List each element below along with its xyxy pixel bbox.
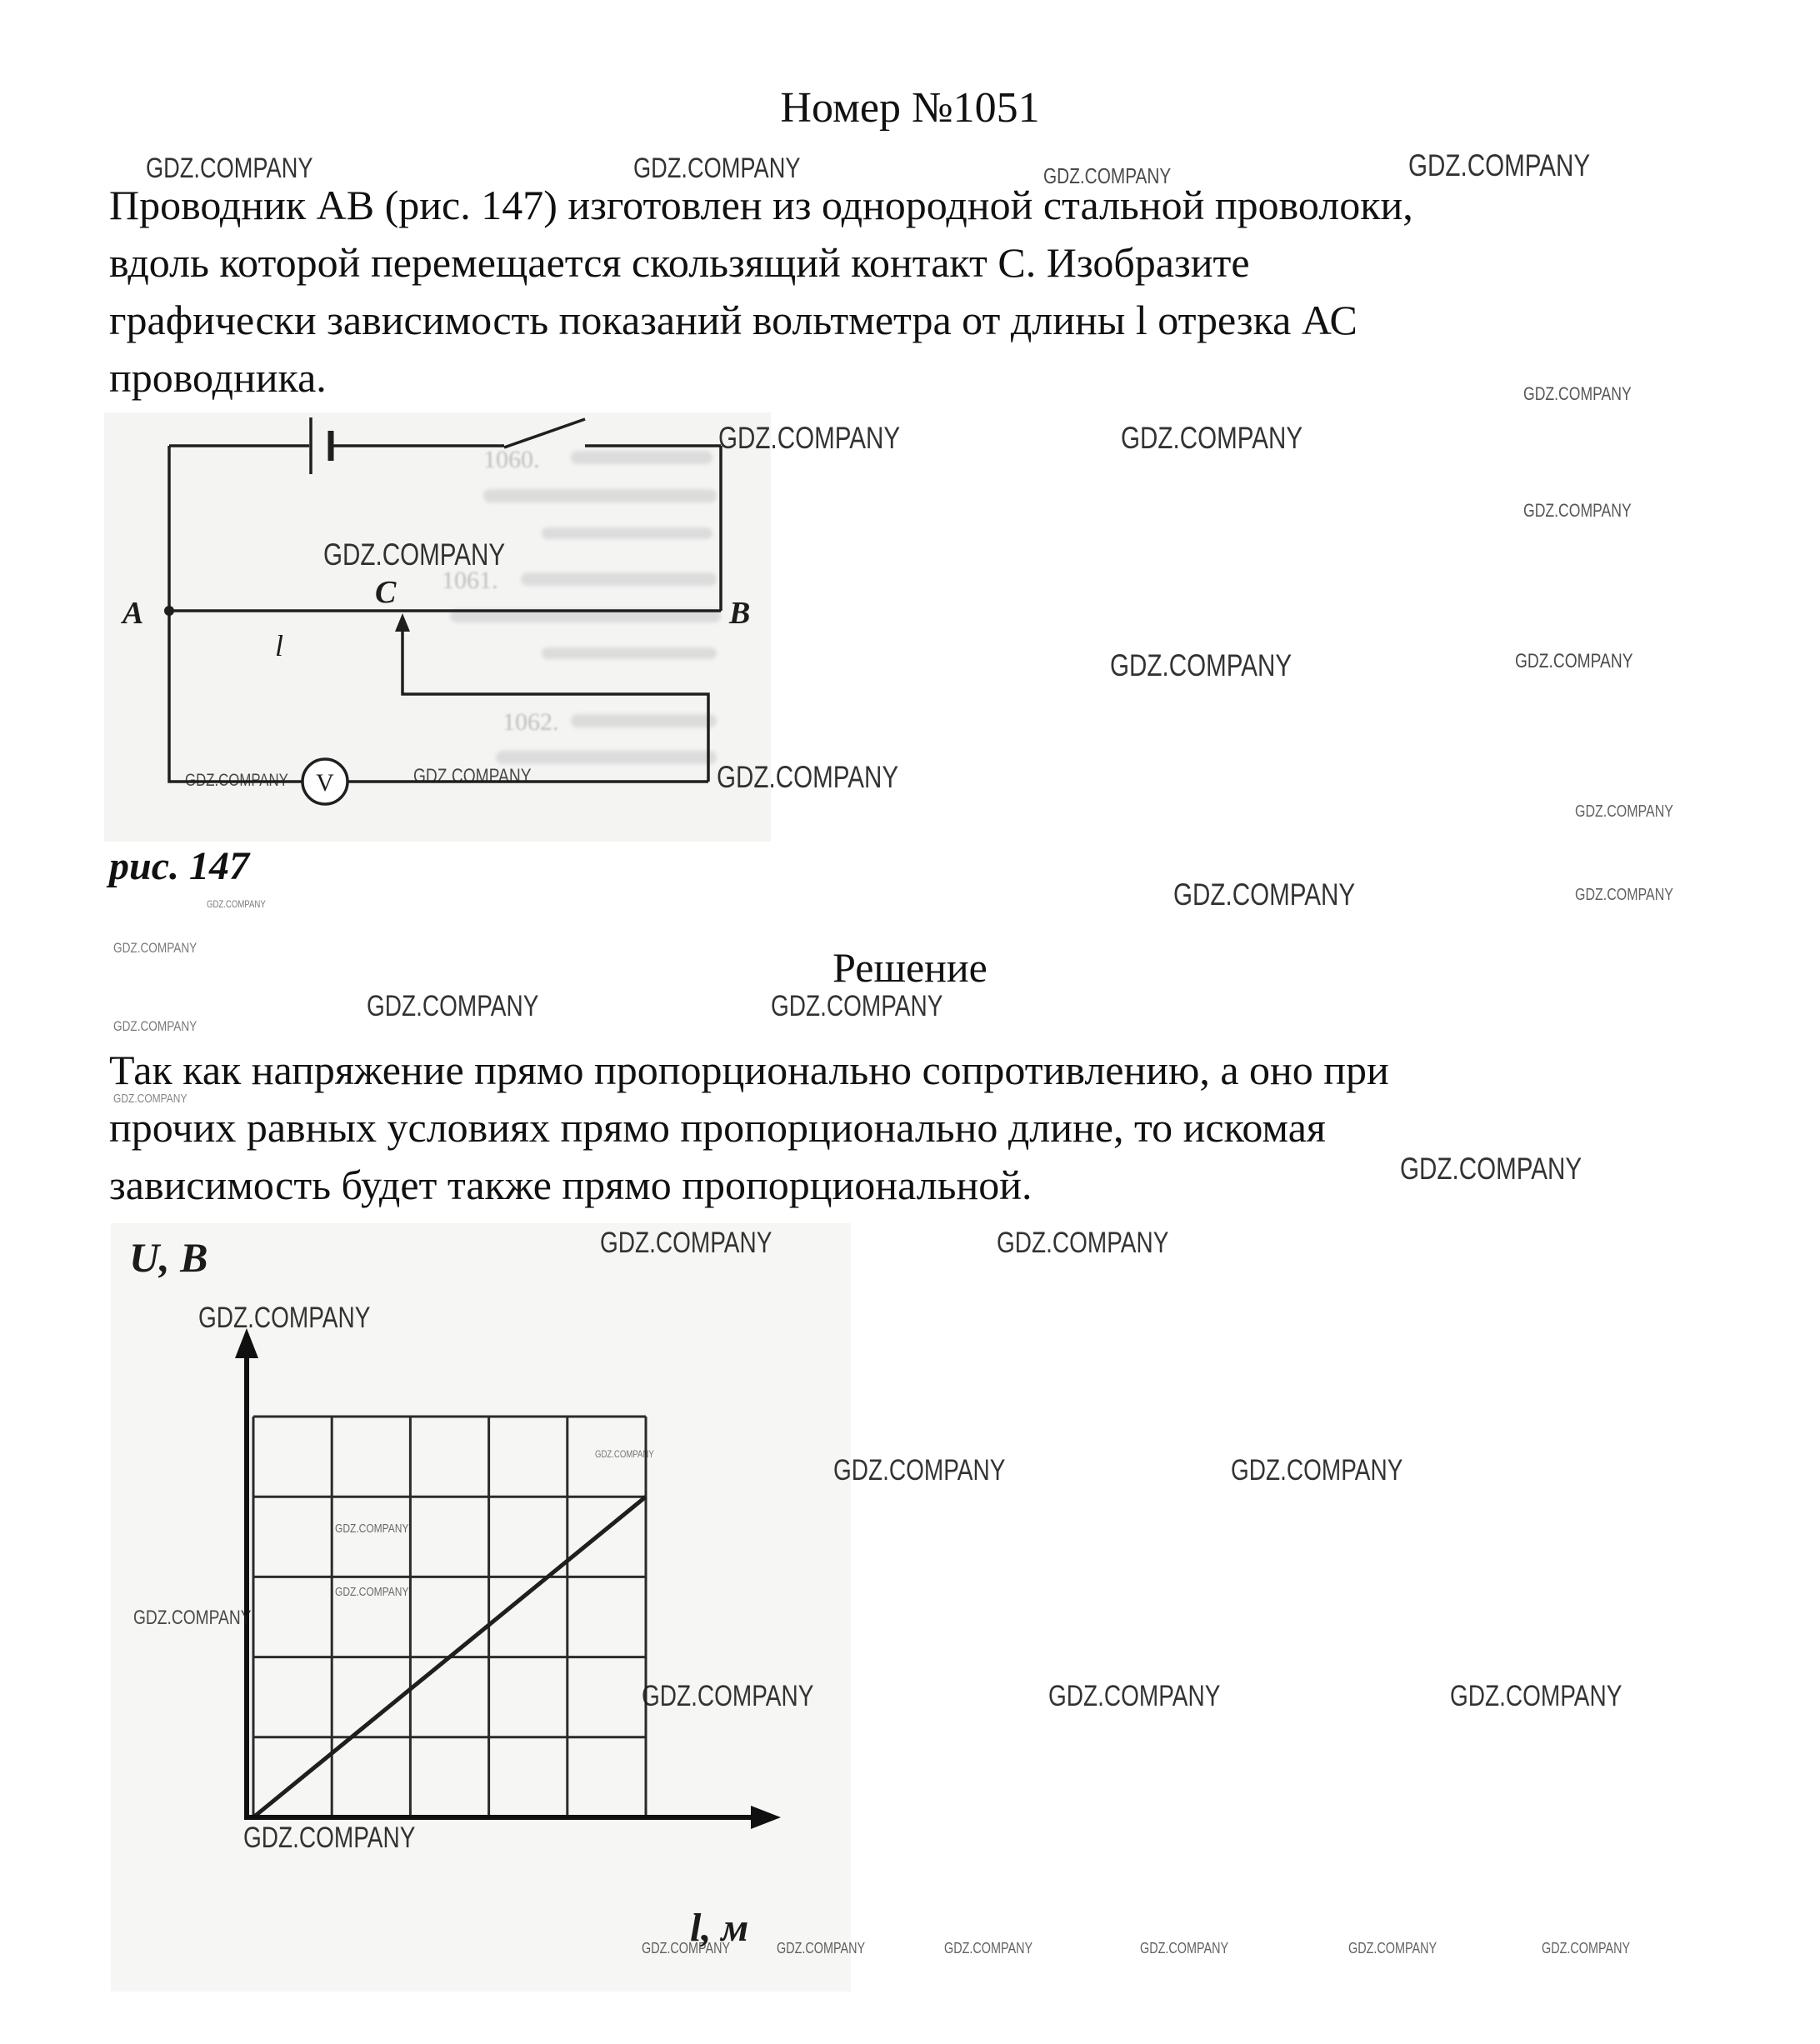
watermark-text: GDZ.COMPANY xyxy=(1110,648,1292,682)
contact-a-dot xyxy=(164,606,174,616)
watermark-text: GDZ.COMPANY xyxy=(1043,163,1172,188)
watermark-text: GDZ.COMPANY xyxy=(243,1822,416,1854)
watermark-text: GDZ.COMPANY xyxy=(146,152,313,184)
page-title: Номер №1051 xyxy=(780,84,1040,132)
graph-figure xyxy=(111,1223,851,1992)
watermark-text: GDZ.COMPANY xyxy=(642,1940,731,1957)
watermark-text: GDZ.COMPANY xyxy=(1140,1940,1229,1957)
watermark-text: GDZ.COMPANY xyxy=(1231,1454,1403,1487)
faded-print-text: 1060. xyxy=(483,446,540,473)
watermark-text: GDZ.COMPANY xyxy=(185,771,288,790)
watermark-text: GDZ.COMPANY xyxy=(1515,650,1633,672)
watermark-text: GDZ.COMPANY xyxy=(113,1092,188,1106)
watermark-text: GDZ.COMPANY xyxy=(113,940,198,956)
watermark-text: GDZ.COMPANY xyxy=(133,1607,252,1629)
label-c: C xyxy=(375,575,397,610)
watermark-text: GDZ.COMPANY xyxy=(113,1018,198,1034)
faded-print-text: 1061. xyxy=(442,567,498,594)
problem-line: вдоль которой перемещается скользящий контакт С. Изобразите xyxy=(109,239,1250,286)
circuit-figure xyxy=(104,412,771,842)
solution-text xyxy=(109,1042,1389,1214)
watermark-text: GDZ.COMPANY xyxy=(717,760,899,794)
solution-line: Так как напряжение прямо пропорционально сопротивлению, а оно при xyxy=(109,1047,1389,1093)
watermark-text: GDZ.COMPANY xyxy=(600,1227,772,1259)
solution-line: зависимость будет также прямо пропорциональной. xyxy=(109,1162,1032,1208)
problem-line: Проводник АВ (рис. 147) изготовлен из однородной стальной проволоки, xyxy=(109,182,1413,228)
watermark-text: GDZ.COMPANY xyxy=(777,1940,866,1957)
watermark-text: GDZ.COMPANY xyxy=(1348,1940,1438,1957)
label-length: l xyxy=(275,629,284,662)
watermark-text: GDZ.COMPANY xyxy=(335,1585,409,1599)
watermark-text: GDZ.COMPANY xyxy=(1121,421,1303,455)
watermark-text: GDZ.COMPANY xyxy=(1408,148,1591,182)
watermark-text: GDZ.COMPANY xyxy=(944,1940,1033,1957)
watermark-text: GDZ.COMPANY xyxy=(323,537,506,572)
watermark-text: GDZ.COMPANY xyxy=(642,1680,814,1712)
watermark-text: GDZ.COMPANY xyxy=(207,898,266,910)
label-b: B xyxy=(729,596,751,631)
x-axis-label: l, м xyxy=(690,1906,749,1950)
watermark-text: GDZ.COMPANY xyxy=(198,1302,371,1334)
watermark-text: GDZ.COMPANY xyxy=(633,152,801,184)
voltmeter-icon xyxy=(302,759,348,804)
watermark-text: GDZ.COMPANY xyxy=(335,1522,409,1536)
watermark-text: GDZ.COMPANY xyxy=(1542,1940,1631,1957)
watermark-text: GDZ.COMPANY xyxy=(1575,802,1673,821)
slider-arrow-icon xyxy=(395,613,410,632)
watermark-text: GDZ.COMPANY xyxy=(1450,1680,1622,1712)
problem-line: графически зависимость показаний вольтметра от длины l отрезка АС xyxy=(109,297,1358,343)
circuit-diagram xyxy=(104,412,771,842)
watermark-text: GDZ.COMPANY xyxy=(413,765,532,787)
figure-caption: рис. 147 xyxy=(109,844,249,888)
problem-statement xyxy=(109,177,1413,407)
faded-print-text: 1062. xyxy=(502,708,559,736)
problem-line: проводника. xyxy=(109,354,327,401)
watermark-text: GDZ.COMPANY xyxy=(1400,1152,1582,1186)
watermark-text: GDZ.COMPANY xyxy=(367,990,539,1022)
watermark-text: GDZ.COMPANY xyxy=(997,1227,1169,1259)
switch-icon xyxy=(504,419,585,447)
watermark-text: GDZ.COMPANY xyxy=(833,1454,1006,1487)
watermark-text: GDZ.COMPANY xyxy=(771,990,943,1022)
watermark-text: GDZ.COMPANY xyxy=(718,421,901,455)
solution-line: прочих равных условиях прямо пропорционально длине, то искомая xyxy=(109,1104,1326,1151)
watermark-text: GDZ.COMPANY xyxy=(1523,500,1632,521)
label-a: A xyxy=(122,596,144,631)
watermark-text: GDZ.COMPANY xyxy=(1173,877,1356,912)
battery-icon xyxy=(311,417,331,474)
watermark-text: GDZ.COMPANY xyxy=(1048,1680,1221,1712)
chart-plot xyxy=(111,1223,851,1992)
watermark-text: GDZ.COMPANY xyxy=(595,1448,654,1460)
watermark-text: GDZ.COMPANY xyxy=(1575,886,1673,904)
solution-heading: Решение xyxy=(832,944,988,991)
voltmeter-label: V xyxy=(316,769,334,797)
watermark-text: GDZ.COMPANY xyxy=(1523,383,1632,404)
y-axis-label: U, В xyxy=(129,1234,208,1281)
